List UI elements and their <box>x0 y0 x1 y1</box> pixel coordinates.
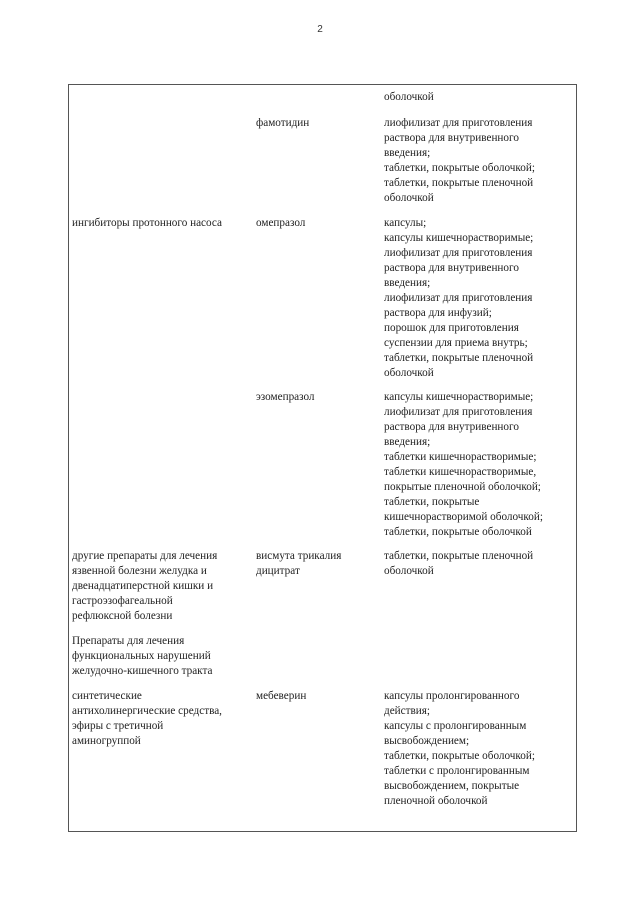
row-6-group: синтетические антихолинергические средства, эфиры с третичной аминогруппой <box>72 690 222 747</box>
row-0-forms: оболочкой <box>384 91 434 103</box>
row-1-forms: лиофилизат для приготовления раствора для внутривенного введения; таблетки, покрытые оболочкой; таблетки, покрытые пленочной оболочкой <box>384 117 535 204</box>
row-3-drug: эзомепразол <box>256 391 315 403</box>
page-number: 2 <box>317 24 323 35</box>
row-5-group: Препараты для лечения функциональных нарушений желудочно-кишечного тракта <box>72 635 213 677</box>
row-2-forms: капсулы; капсулы кишечнорастворимые; лиофилизат для приготовления раствора для внутривенного введения; лиофилизат для приготовления раствора для инфузий; порошок для приготовления суспензии для приема внутрь; таблетки, покрытые пленочной оболочкой <box>384 217 534 379</box>
row-2-group: ингибиторы протонного насоса <box>72 217 222 229</box>
row-2-drug: омепразол <box>256 217 306 229</box>
row-6-drug: мебеверин <box>256 690 307 702</box>
row-3-forms: капсулы кишечнорастворимые; лиофилизат для приготовления раствора для внутривенного введения; таблетки кишечнорастворимые; таблетки кишечнорастворимые, покрытые пленочной оболочкой; таблетки, покрытые кишечнорастворимой оболочкой; таблетки, покрытые оболочкой <box>384 391 543 538</box>
row-4-drug: висмута трикалия дицитрат <box>256 550 342 577</box>
row-4-forms: таблетки, покрытые пленочной оболочкой <box>384 550 534 577</box>
row-6-forms: капсулы пролонгированного действия; капсулы с пролонгированным высвобождением; таблетки, покрытые оболочкой; таблетки с пролонгированным высвобождением, покрытые пленочной оболочкой <box>384 690 535 807</box>
row-4-group: другие препараты для лечения язвенной болезни желудка и двенадцатиперстной кишки и гастроэзофагеальной рефлюксной болезни <box>72 550 218 622</box>
row-1-drug: фамотидин <box>256 117 310 129</box>
